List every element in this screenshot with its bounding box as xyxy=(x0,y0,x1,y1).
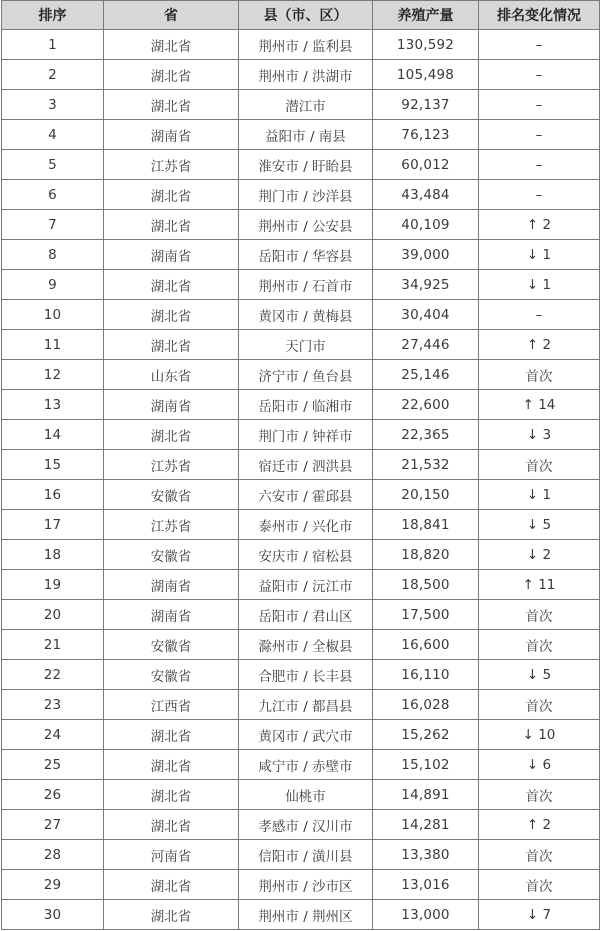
header-row xyxy=(2,1,600,30)
cell-output: 16,110 xyxy=(373,660,479,690)
header-change: 排名变化情况 xyxy=(479,1,600,30)
header-province: 省 xyxy=(104,1,239,30)
cell-county: 益阳市 / 南县 xyxy=(239,120,373,150)
cell-output: 43,484 xyxy=(373,180,479,210)
cell-output: 18,820 xyxy=(373,540,479,570)
table-row xyxy=(2,900,600,930)
cell-province: 江苏省 xyxy=(104,450,239,480)
cell-change: ↓ 3 xyxy=(479,420,600,450)
cell-province: 湖北省 xyxy=(104,30,239,60)
cell-county: 荆州市 / 洪湖市 xyxy=(239,60,373,90)
table-row xyxy=(2,720,600,750)
cell-output: 18,841 xyxy=(373,510,479,540)
cell-change: ↓ 10 xyxy=(479,720,600,750)
cell-output: 16,028 xyxy=(373,690,479,720)
cell-change: 首次 xyxy=(479,840,600,870)
cell-change: 首次 xyxy=(479,360,600,390)
cell-rank: 18 xyxy=(2,540,104,570)
cell-rank: 14 xyxy=(2,420,104,450)
cell-change: – xyxy=(479,300,600,330)
cell-change: 首次 xyxy=(479,450,600,480)
table-row xyxy=(2,270,600,300)
cell-province: 湖北省 xyxy=(104,90,239,120)
cell-province: 湖北省 xyxy=(104,720,239,750)
table-row xyxy=(2,570,600,600)
cell-rank: 10 xyxy=(2,300,104,330)
cell-rank: 2 xyxy=(2,60,104,90)
table-row xyxy=(2,60,600,90)
cell-change: 首次 xyxy=(479,780,600,810)
table-header xyxy=(2,1,600,30)
cell-change: ↑ 2 xyxy=(479,210,600,240)
cell-province: 湖南省 xyxy=(104,570,239,600)
cell-output: 18,500 xyxy=(373,570,479,600)
cell-province: 湖北省 xyxy=(104,210,239,240)
cell-province: 湖南省 xyxy=(104,600,239,630)
cell-county: 安庆市 / 宿松县 xyxy=(239,540,373,570)
cell-change: – xyxy=(479,30,600,60)
cell-output: 40,109 xyxy=(373,210,479,240)
cell-output: 14,281 xyxy=(373,810,479,840)
table-row xyxy=(2,690,600,720)
cell-rank: 8 xyxy=(2,240,104,270)
cell-output: 13,380 xyxy=(373,840,479,870)
cell-change: ↓ 1 xyxy=(479,480,600,510)
cell-rank: 26 xyxy=(2,780,104,810)
table-row xyxy=(2,30,600,60)
cell-province: 湖南省 xyxy=(104,120,239,150)
cell-rank: 17 xyxy=(2,510,104,540)
cell-county: 孝感市 / 汉川市 xyxy=(239,810,373,840)
cell-change: ↑ 2 xyxy=(479,330,600,360)
table-row xyxy=(2,450,600,480)
cell-county: 咸宁市 / 赤壁市 xyxy=(239,750,373,780)
table-row xyxy=(2,360,600,390)
cell-change: ↓ 6 xyxy=(479,750,600,780)
cell-province: 湖南省 xyxy=(104,390,239,420)
cell-county: 九江市 / 都昌县 xyxy=(239,690,373,720)
table-row xyxy=(2,150,600,180)
cell-rank: 24 xyxy=(2,720,104,750)
cell-rank: 29 xyxy=(2,870,104,900)
cell-rank: 11 xyxy=(2,330,104,360)
table-row xyxy=(2,540,600,570)
cell-output: 22,365 xyxy=(373,420,479,450)
cell-county: 益阳市 / 沅江市 xyxy=(239,570,373,600)
cell-rank: 12 xyxy=(2,360,104,390)
cell-rank: 9 xyxy=(2,270,104,300)
cell-output: 34,925 xyxy=(373,270,479,300)
header-rank: 排序 xyxy=(2,1,104,30)
cell-output: 105,498 xyxy=(373,60,479,90)
table-row xyxy=(2,210,600,240)
cell-rank: 19 xyxy=(2,570,104,600)
cell-output: 22,600 xyxy=(373,390,479,420)
cell-county: 荆州市 / 石首市 xyxy=(239,270,373,300)
cell-output: 15,102 xyxy=(373,750,479,780)
cell-change: ↓ 1 xyxy=(479,240,600,270)
table-row xyxy=(2,750,600,780)
cell-rank: 30 xyxy=(2,900,104,930)
cell-province: 江苏省 xyxy=(104,150,239,180)
cell-change: – xyxy=(479,90,600,120)
cell-output: 60,012 xyxy=(373,150,479,180)
cell-county: 荆门市 / 钟祥市 xyxy=(239,420,373,450)
cell-county: 泰州市 / 兴化市 xyxy=(239,510,373,540)
cell-rank: 21 xyxy=(2,630,104,660)
cell-county: 黄冈市 / 武穴市 xyxy=(239,720,373,750)
cell-county: 岳阳市 / 君山区 xyxy=(239,600,373,630)
table-row xyxy=(2,420,600,450)
cell-change: – xyxy=(479,150,600,180)
cell-county: 信阳市 / 潢川县 xyxy=(239,840,373,870)
cell-county: 岳阳市 / 临湘市 xyxy=(239,390,373,420)
cell-province: 湖北省 xyxy=(104,870,239,900)
ranking-table xyxy=(1,0,600,930)
cell-county: 天门市 xyxy=(239,330,373,360)
cell-county: 六安市 / 霍邱县 xyxy=(239,480,373,510)
table-row xyxy=(2,780,600,810)
cell-province: 湖北省 xyxy=(104,270,239,300)
cell-output: 13,000 xyxy=(373,900,479,930)
cell-province: 江西省 xyxy=(104,690,239,720)
table-row xyxy=(2,630,600,660)
table-body xyxy=(2,30,600,930)
cell-province: 湖北省 xyxy=(104,60,239,90)
header-county: 县（市、区） xyxy=(239,1,373,30)
cell-change: ↓ 2 xyxy=(479,540,600,570)
cell-province: 湖北省 xyxy=(104,300,239,330)
cell-change: ↑ 14 xyxy=(479,390,600,420)
cell-change: 首次 xyxy=(479,870,600,900)
cell-output: 15,262 xyxy=(373,720,479,750)
cell-rank: 5 xyxy=(2,150,104,180)
cell-change: – xyxy=(479,180,600,210)
cell-county: 滁州市 / 全椒县 xyxy=(239,630,373,660)
cell-rank: 27 xyxy=(2,810,104,840)
cell-output: 13,016 xyxy=(373,870,479,900)
cell-change: 首次 xyxy=(479,630,600,660)
cell-change: ↓ 5 xyxy=(479,510,600,540)
cell-county: 合肥市 / 长丰县 xyxy=(239,660,373,690)
cell-province: 河南省 xyxy=(104,840,239,870)
table-row xyxy=(2,600,600,630)
cell-rank: 7 xyxy=(2,210,104,240)
cell-rank: 13 xyxy=(2,390,104,420)
cell-rank: 23 xyxy=(2,690,104,720)
cell-change: ↓ 1 xyxy=(479,270,600,300)
cell-rank: 6 xyxy=(2,180,104,210)
cell-output: 130,592 xyxy=(373,30,479,60)
table-row xyxy=(2,180,600,210)
cell-county: 荆州市 / 荆州区 xyxy=(239,900,373,930)
table-row xyxy=(2,300,600,330)
cell-county: 淮安市 / 盱眙县 xyxy=(239,150,373,180)
cell-rank: 3 xyxy=(2,90,104,120)
cell-province: 安徽省 xyxy=(104,480,239,510)
cell-province: 湖北省 xyxy=(104,180,239,210)
cell-county: 荆州市 / 沙市区 xyxy=(239,870,373,900)
cell-output: 30,404 xyxy=(373,300,479,330)
table-row xyxy=(2,480,600,510)
cell-province: 山东省 xyxy=(104,360,239,390)
cell-province: 安徽省 xyxy=(104,630,239,660)
cell-province: 湖北省 xyxy=(104,900,239,930)
table-row xyxy=(2,390,600,420)
cell-change: – xyxy=(479,60,600,90)
cell-change: – xyxy=(479,120,600,150)
cell-province: 湖北省 xyxy=(104,750,239,780)
cell-rank: 15 xyxy=(2,450,104,480)
cell-change: 首次 xyxy=(479,600,600,630)
cell-province: 江苏省 xyxy=(104,510,239,540)
cell-change: ↑ 11 xyxy=(479,570,600,600)
table-row xyxy=(2,120,600,150)
cell-rank: 16 xyxy=(2,480,104,510)
header-output: 养殖产量 xyxy=(373,1,479,30)
cell-province: 湖北省 xyxy=(104,330,239,360)
cell-province: 湖北省 xyxy=(104,780,239,810)
cell-rank: 22 xyxy=(2,660,104,690)
cell-rank: 20 xyxy=(2,600,104,630)
cell-output: 16,600 xyxy=(373,630,479,660)
table-row xyxy=(2,240,600,270)
cell-province: 湖南省 xyxy=(104,240,239,270)
cell-output: 39,000 xyxy=(373,240,479,270)
cell-province: 湖北省 xyxy=(104,810,239,840)
cell-output: 92,137 xyxy=(373,90,479,120)
cell-county: 黄冈市 / 黄梅县 xyxy=(239,300,373,330)
cell-rank: 25 xyxy=(2,750,104,780)
cell-output: 20,150 xyxy=(373,480,479,510)
cell-province: 安徽省 xyxy=(104,540,239,570)
cell-rank: 28 xyxy=(2,840,104,870)
cell-rank: 1 xyxy=(2,30,104,60)
cell-change: ↓ 5 xyxy=(479,660,600,690)
cell-county: 荆门市 / 沙洋县 xyxy=(239,180,373,210)
table-row xyxy=(2,810,600,840)
cell-change: ↓ 7 xyxy=(479,900,600,930)
cell-output: 14,891 xyxy=(373,780,479,810)
cell-county: 潜江市 xyxy=(239,90,373,120)
cell-county: 荆州市 / 公安县 xyxy=(239,210,373,240)
cell-output: 76,123 xyxy=(373,120,479,150)
table-row xyxy=(2,660,600,690)
cell-province: 湖北省 xyxy=(104,420,239,450)
cell-change: 首次 xyxy=(479,690,600,720)
cell-change: ↑ 2 xyxy=(479,810,600,840)
cell-county: 宿迁市 / 泗洪县 xyxy=(239,450,373,480)
table-row xyxy=(2,870,600,900)
cell-county: 济宁市 / 鱼台县 xyxy=(239,360,373,390)
cell-output: 21,532 xyxy=(373,450,479,480)
cell-county: 仙桃市 xyxy=(239,780,373,810)
cell-output: 17,500 xyxy=(373,600,479,630)
table-row xyxy=(2,330,600,360)
cell-province: 安徽省 xyxy=(104,660,239,690)
table-row xyxy=(2,90,600,120)
cell-output: 27,446 xyxy=(373,330,479,360)
table-row xyxy=(2,510,600,540)
cell-county: 岳阳市 / 华容县 xyxy=(239,240,373,270)
cell-rank: 4 xyxy=(2,120,104,150)
table-row xyxy=(2,840,600,870)
cell-county: 荆州市 / 监利县 xyxy=(239,30,373,60)
cell-output: 25,146 xyxy=(373,360,479,390)
